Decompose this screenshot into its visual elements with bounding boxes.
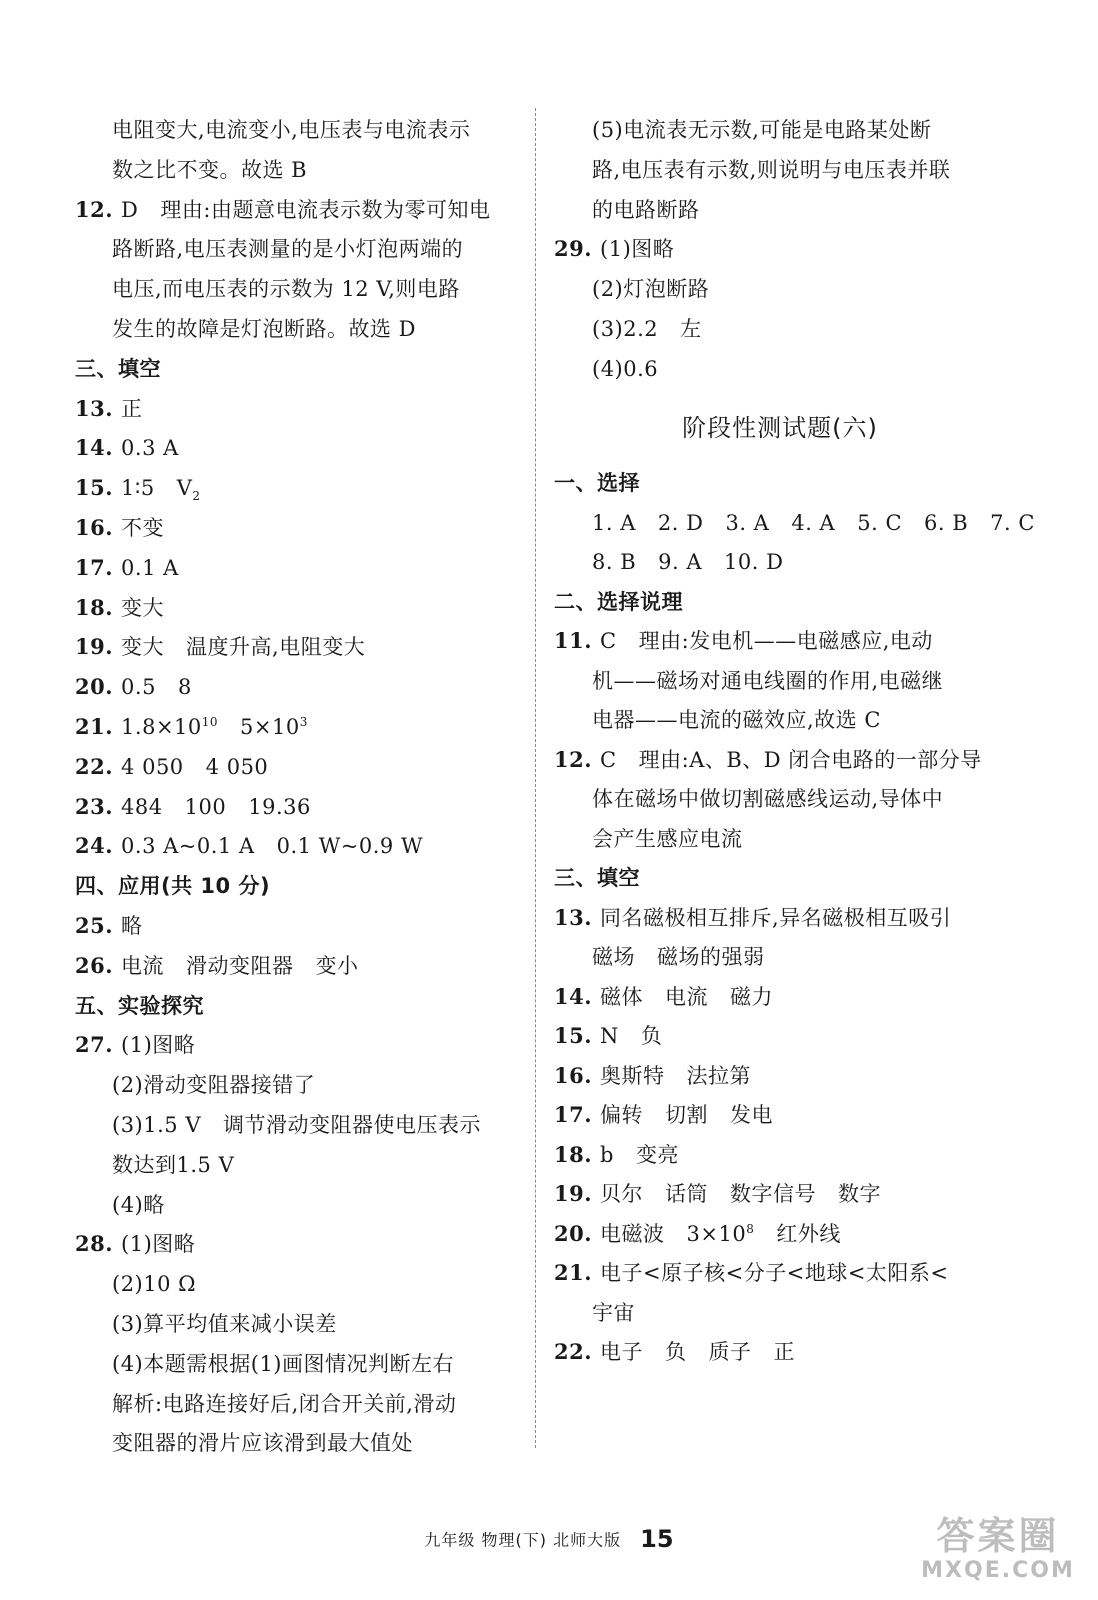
- section-heading: [75, 986, 204, 1026]
- answer-line: [592, 937, 765, 977]
- answer-line: [554, 977, 773, 1017]
- watermark-logo: [908, 1514, 1088, 1594]
- answer-text: 不变: [121, 516, 165, 540]
- question-number: 13.: [75, 395, 114, 421]
- answer-text: (5)电流表无示数,可能是电路某处断: [592, 118, 932, 142]
- answer-line: [554, 898, 951, 938]
- answer-text: 奥斯特 法拉第: [600, 1063, 752, 1088]
- answer-line: [112, 1185, 165, 1225]
- answer-text: 五、实验探究: [75, 993, 204, 1018]
- question-number: 16.: [554, 1062, 593, 1088]
- superscript: 8: [746, 1221, 755, 1236]
- answer-line: [112, 1145, 234, 1185]
- answer-text: 1∶5 V: [121, 476, 193, 501]
- answer-text: 电磁波 3×10: [600, 1221, 747, 1246]
- answer-line: [75, 627, 365, 667]
- answer-line: [112, 1065, 315, 1105]
- answer-line: [112, 229, 463, 269]
- answer-line: [592, 269, 709, 309]
- answer-line: [592, 110, 931, 150]
- answer-line: [112, 110, 470, 150]
- answer-text: 变大: [121, 595, 165, 620]
- answer-line: [75, 1224, 195, 1264]
- question-number: 17.: [75, 554, 114, 580]
- answer-line: [75, 787, 311, 827]
- question-number: 19.: [75, 634, 114, 660]
- question-number: 15.: [75, 475, 114, 501]
- answer-line: [112, 309, 416, 349]
- answer-line: [554, 1135, 679, 1175]
- answer-text: 变阻器的滑片应该滑到最大值处: [112, 1431, 413, 1456]
- answer-text: (3)算平均值来减小误差: [112, 1312, 337, 1336]
- answer-line: [75, 190, 490, 230]
- answer-text: 体在磁场中做切割磁感线运动,导体中: [592, 787, 944, 811]
- page-number: 15: [640, 1525, 674, 1553]
- subscript: 2: [192, 489, 201, 504]
- answer-line: [592, 661, 943, 701]
- answer-text: 电器——电流的磁效应,故选 C: [592, 708, 881, 732]
- answer-text: 电压,而电压表的示数为 12 V,则电路: [112, 277, 460, 302]
- answer-line: [592, 819, 743, 859]
- answer-line: [112, 1264, 196, 1304]
- question-number: 23.: [75, 793, 114, 819]
- section-title: 阶段性测试题(六): [682, 414, 878, 442]
- answer-text: (4)略: [112, 1192, 165, 1217]
- answer-text: 解析:电路连接好后,闭合开关前,滑动: [112, 1391, 457, 1416]
- answer-line: [75, 468, 201, 508]
- question-number: 29.: [554, 236, 593, 262]
- answer-line: [592, 779, 943, 819]
- answer-line: [554, 1253, 949, 1293]
- answer-text: 0.3 A: [121, 436, 179, 461]
- answer-line: [592, 700, 881, 740]
- answer-text: 5×10: [240, 715, 300, 739]
- answer-text: 数之比不变。故选 B: [112, 157, 308, 182]
- answer-line: [592, 349, 658, 389]
- answer-text: 正: [121, 396, 143, 421]
- superscript: 3: [299, 715, 308, 729]
- answer-text: 发生的故障是灯泡断路。故选 D: [112, 317, 417, 341]
- answer-line: [75, 1025, 195, 1065]
- answer-line: [592, 309, 702, 349]
- answer-text: 0.5 8: [121, 675, 192, 700]
- answer-text: 路,电压表有示数,则说明与电压表并联: [592, 157, 951, 182]
- section-heading: [75, 866, 270, 906]
- answer-line: [75, 747, 268, 787]
- answer-line: [554, 1214, 841, 1254]
- answer-text: 磁体 电流 磁力: [600, 984, 774, 1009]
- question-number: 19.: [554, 1181, 593, 1206]
- answer-line: [75, 588, 164, 628]
- question-number: 21.: [75, 714, 114, 739]
- answer-text: (1)图略: [121, 1033, 196, 1058]
- answer-line: [75, 707, 308, 747]
- question-number: 11.: [554, 628, 593, 653]
- answer-line: [554, 1095, 773, 1135]
- answer-text: 偏转 切割 发电: [600, 1103, 774, 1127]
- question-number: 22.: [554, 1339, 593, 1364]
- answer-line: [75, 508, 164, 548]
- question-number: 22.: [75, 753, 114, 779]
- answer-text: (3)2.2 左: [592, 317, 702, 341]
- question-number: 18.: [75, 594, 114, 620]
- answer-text: 8. B 9. A 10. D: [592, 550, 784, 574]
- answer-line: [75, 389, 143, 429]
- answer-line: [592, 150, 950, 190]
- question-number: 20.: [75, 674, 114, 700]
- question-number: 21.: [554, 1260, 593, 1285]
- answer-line: [112, 1423, 413, 1463]
- answer-line: [554, 1174, 881, 1214]
- answer-text: 四、应用(共 10 分): [75, 874, 271, 899]
- answer-text: (1)图略: [121, 1232, 196, 1257]
- question-number: 27.: [75, 1032, 114, 1058]
- question-number: 17.: [554, 1102, 593, 1127]
- answer-line: [75, 946, 359, 986]
- answer-line: [554, 1056, 751, 1096]
- answer-text: 的电路断路: [592, 197, 700, 222]
- section-heading: [554, 858, 640, 898]
- answer-text: 机——磁场对通电线圈的作用,电磁继: [592, 668, 944, 693]
- question-number: 16.: [75, 515, 114, 540]
- answer-text: 三、填空: [554, 866, 640, 890]
- answer-text: 红外线: [776, 1221, 841, 1246]
- answer-text: C 理由:发电机——电磁感应,电动: [600, 629, 933, 653]
- answer-line: [112, 1105, 481, 1145]
- answer-line: [592, 542, 783, 582]
- answer-text: 数达到1.5 V: [112, 1152, 235, 1177]
- answer-text: 4 050 4 050: [121, 754, 269, 779]
- answer-line: [554, 229, 674, 269]
- answer-text: 二、选择说理: [554, 589, 683, 614]
- answer-line: [75, 826, 423, 866]
- answer-text: 1.8×10: [121, 715, 202, 739]
- question-number: 13.: [554, 904, 593, 930]
- answer-text: 三、填空: [75, 356, 161, 381]
- question-number: 24.: [75, 833, 114, 859]
- answer-line: [75, 906, 143, 946]
- answer-text: C 理由:A、B、D 闭合电路的一部分导: [600, 747, 982, 772]
- answer-text: (1)图略: [600, 237, 675, 262]
- question-number: 20.: [554, 1220, 593, 1246]
- answer-text: 电流 滑动变阻器 变小: [121, 953, 359, 978]
- answer-text: 路断路,电压表测量的是小灯泡两端的: [112, 237, 464, 262]
- answer-line: [554, 1016, 662, 1056]
- answer-text: (4)0.6: [592, 356, 659, 381]
- answer-text: (2)10 Ω: [112, 1272, 197, 1297]
- answer-text: 略: [121, 914, 143, 938]
- answer-line: [592, 190, 700, 230]
- answer-line: [75, 548, 179, 588]
- answer-line: [75, 428, 179, 468]
- question-number: 26.: [75, 952, 114, 978]
- answer-text: (2)滑动变阻器接错了: [112, 1073, 316, 1098]
- question-number: 18.: [554, 1141, 593, 1167]
- section-heading: [554, 463, 640, 503]
- answer-text: 宇宙: [592, 1300, 635, 1325]
- answer-text: 电子<原子核<分子<地球<太阳系<: [600, 1261, 949, 1285]
- answer-line: [554, 621, 933, 661]
- answer-text: N 负: [600, 1024, 663, 1048]
- answer-text: D 理由:由题意电流表示数为零可知电: [121, 197, 491, 222]
- question-number: 28.: [75, 1231, 114, 1257]
- question-number: 25.: [75, 913, 114, 938]
- answer-line: [592, 503, 1035, 543]
- footer-meta: 九年级 物理(下) 北师大版: [424, 1530, 622, 1550]
- answer-text: 1. A 2. D 3. A 4. A 5. C 6. B 7. C: [592, 510, 1035, 535]
- question-number: 15.: [554, 1023, 593, 1048]
- answer-line: [112, 1344, 454, 1384]
- answer-text: (3)1.5 V 调节滑动变阻器使电压表示: [112, 1113, 481, 1137]
- answer-line: [592, 1293, 635, 1333]
- section-heading: [554, 582, 683, 622]
- answer-line: [554, 1332, 795, 1372]
- answer-text: 电子 负 质子 正: [600, 1340, 796, 1364]
- answer-text: 一、选择: [554, 471, 640, 495]
- question-number: 12.: [75, 196, 114, 222]
- question-number: 12.: [554, 746, 593, 772]
- answer-text: (2)灯泡断路: [592, 277, 710, 302]
- answer-text: 0.3 A~0.1 A 0.1 W~0.9 W: [121, 834, 424, 859]
- answer-text: 电阻变大,电流变小,电压表与电流表示: [112, 118, 471, 142]
- answer-text: 484 100 19.36: [121, 794, 311, 819]
- answer-line: [112, 1384, 456, 1424]
- answer-line: [75, 667, 192, 707]
- answer-text: 0.1 A: [121, 555, 179, 580]
- answer-line: [112, 1304, 337, 1344]
- question-number: 14.: [554, 983, 593, 1009]
- superscript: 10: [201, 715, 219, 729]
- answer-line: [112, 269, 460, 309]
- answer-text: 磁场 磁场的强弱: [592, 945, 765, 969]
- answer-text: 同名磁极相互排斥,异名磁极相互吸引: [600, 905, 952, 930]
- answer-text: b 变亮: [600, 1142, 679, 1167]
- watermark-line2: MXQE.COM: [921, 1558, 1075, 1583]
- answer-line: [554, 740, 982, 780]
- answer-line: [112, 150, 307, 190]
- watermark-line1: 答案圈: [936, 1514, 1060, 1558]
- answer-text: 变大 温度升高,电阻变大: [121, 635, 366, 660]
- answer-text: (4)本题需根据(1)画图情况判断左右: [112, 1351, 454, 1376]
- column-divider: [535, 108, 536, 1448]
- answer-text: 会产生感应电流: [592, 826, 743, 851]
- question-number: 14.: [75, 435, 114, 461]
- answer-text: 贝尔 话筒 数字信号 数字: [600, 1182, 882, 1206]
- section-heading: [75, 349, 161, 389]
